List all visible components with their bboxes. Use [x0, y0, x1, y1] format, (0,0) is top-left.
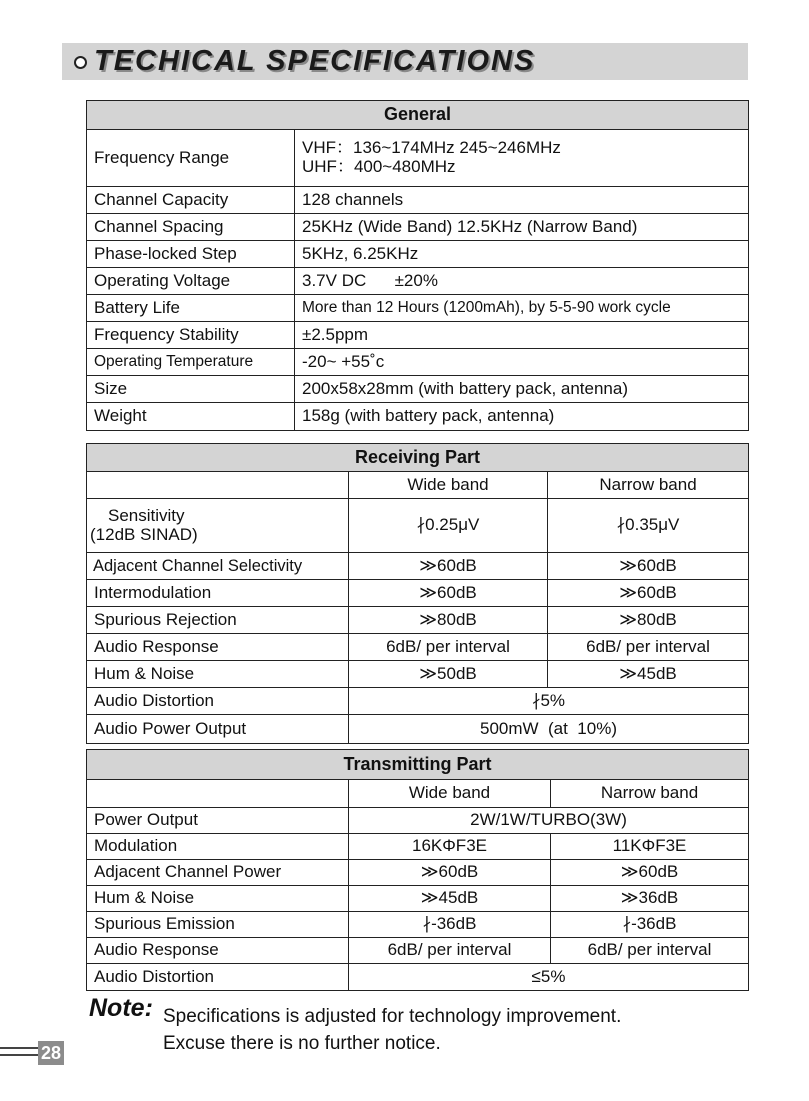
spec-value-merged: ≤5%: [349, 964, 749, 991]
spec-value-wide: ≫60dB: [349, 860, 551, 886]
spec-label: Weight: [87, 403, 295, 431]
spec-value: 128 channels: [295, 187, 749, 214]
spec-label: [87, 780, 349, 808]
spec-label: Frequency Stability: [87, 322, 295, 349]
spec-value: 200x58x28mm (with battery pack, antenna): [295, 376, 749, 403]
general-spec-table: [86, 100, 749, 431]
spec-label: Phase-locked Step: [87, 241, 295, 268]
spec-value-narrow: ≫80dB: [548, 607, 749, 634]
note-label: Note:: [89, 994, 153, 1022]
spec-label: Adjacent Channel Selectivity: [87, 553, 349, 580]
spec-label: Spurious Emission: [87, 912, 349, 938]
transmitting-section-title: Transmitting Part: [87, 750, 749, 780]
receiving-section-title: Receiving Part: [87, 444, 749, 472]
note-line-2: Excuse there is no further notice.: [163, 1033, 441, 1054]
spec-label: Audio Distortion: [87, 688, 349, 715]
spec-value: 158g (with battery pack, antenna): [295, 403, 749, 431]
spec-label: Audio Distortion: [87, 964, 349, 991]
spec-value-wide: ≫60dB: [349, 580, 548, 607]
spec-value-wide: ∤0.25μV: [349, 499, 548, 553]
column-header-wide: Wide band: [349, 780, 551, 808]
receiving-spec-table: [86, 443, 749, 744]
spec-label: Operating Voltage: [87, 268, 295, 295]
spec-value-wide: ≫80dB: [349, 607, 548, 634]
spec-value-wide: 6dB/ per interval: [349, 938, 551, 964]
spec-label: Power Output: [87, 808, 349, 834]
spec-value-wide: ≫50dB: [349, 661, 548, 688]
spec-value: More than 12 Hours (1200mAh), by 5-5-90 work cycle: [295, 295, 749, 322]
page-number: 28: [38, 1041, 64, 1065]
spec-value-narrow: ≫60dB: [551, 860, 749, 886]
spec-value-narrow: ≫60dB: [548, 580, 749, 607]
column-header-narrow: Narrow band: [551, 780, 749, 808]
spec-label: Channel Spacing: [87, 214, 295, 241]
spec-label: Audio Power Output: [87, 715, 349, 744]
spec-label: Modulation: [87, 834, 349, 860]
spec-value-merged: ∤5%: [349, 688, 749, 715]
spec-label: Audio Response: [87, 634, 349, 661]
spec-value-narrow: ∤-36dB: [551, 912, 749, 938]
spec-label: Size: [87, 376, 295, 403]
spec-label: Battery Life: [87, 295, 295, 322]
column-header-wide: Wide band: [349, 472, 548, 499]
note-line-1: Specifications is adjusted for technology improvement.: [163, 1006, 622, 1027]
transmitting-spec-table: [86, 749, 749, 991]
spec-value-wide: ≫60dB: [349, 553, 548, 580]
spec-value-wide: ∤-36dB: [349, 912, 551, 938]
spec-value-narrow: ∤0.35μV: [548, 499, 749, 553]
spec-value: 3.7V DC ±20%: [295, 268, 749, 295]
spec-label: Intermodulation: [87, 580, 349, 607]
spec-label: Spurious Rejection: [87, 607, 349, 634]
spec-value-narrow: ≫45dB: [548, 661, 749, 688]
general-section-title: General: [87, 101, 749, 130]
spec-label: Audio Response: [87, 938, 349, 964]
column-header-narrow: Narrow band: [548, 472, 749, 499]
spec-value: 25KHz (Wide Band) 12.5KHz (Narrow Band): [295, 214, 749, 241]
spec-value: -20~ +55˚с: [295, 349, 749, 376]
spec-label: Hum & Noise: [87, 886, 349, 912]
section-header: [62, 43, 748, 80]
spec-value: ±2.5ppm: [295, 322, 749, 349]
page-title: TECHICAL SPECIFICATIONS: [94, 45, 536, 77]
spec-value: 5KHz, 6.25KHz: [295, 241, 749, 268]
spec-label: Sensitivity (12dB SINAD): [87, 499, 349, 553]
spec-value-merged: 500mW (at 10%): [349, 715, 749, 744]
spec-value-wide: 16KΦF3E: [349, 834, 551, 860]
spec-value-wide: ≫45dB: [349, 886, 551, 912]
spec-label: Frequency Range: [87, 130, 295, 187]
page-rule: [0, 1047, 38, 1049]
page-rule: [0, 1054, 38, 1056]
spec-label: [87, 472, 349, 499]
bullet-icon: [74, 56, 87, 69]
spec-label: Channel Capacity: [87, 187, 295, 214]
spec-value-wide: 6dB/ per interval: [349, 634, 548, 661]
spec-value: VHF：136~174MHz 245~246MHz UHF：400~480MHz: [295, 130, 749, 187]
spec-value-narrow: 11KΦF3E: [551, 834, 749, 860]
spec-value-narrow: ≫60dB: [548, 553, 749, 580]
spec-value-narrow: 6dB/ per interval: [548, 634, 749, 661]
spec-value-merged: 2W/1W/TURBO(3W): [349, 808, 749, 834]
spec-value-narrow: 6dB/ per interval: [551, 938, 749, 964]
spec-label: Hum & Noise: [87, 661, 349, 688]
spec-label: Operating Temperature: [87, 349, 295, 376]
spec-label: Adjacent Channel Power: [87, 860, 349, 886]
spec-value-narrow: ≫36dB: [551, 886, 749, 912]
